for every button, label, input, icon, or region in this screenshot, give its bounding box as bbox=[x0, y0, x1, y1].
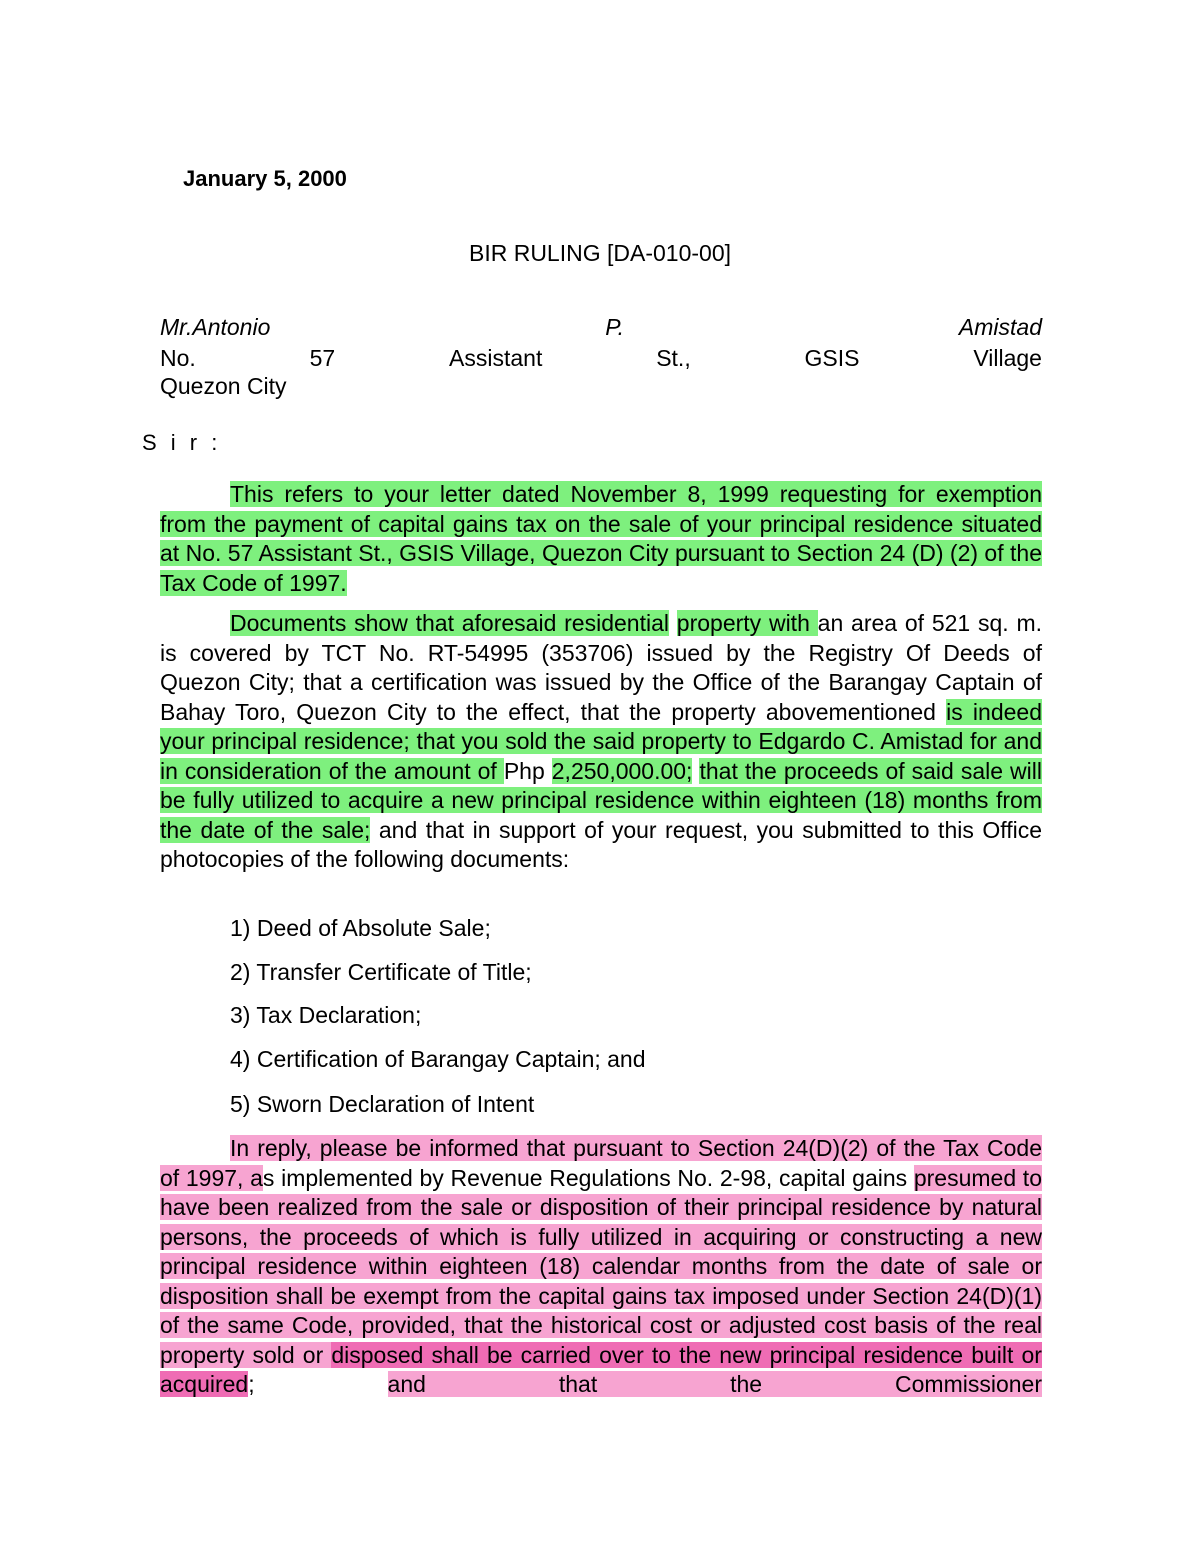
dark-pink-highlight: over to the new principal residence built or acquired bbox=[160, 1341, 1042, 1397]
green-highlight: This refers to your letter dated November 8, 1999 requesting for exemption from the payment of capital gains tax on the sale of your bbox=[160, 481, 1042, 537]
list-item: 5) Sworn Declaration of Intent bbox=[230, 1091, 535, 1117]
address-word: St., bbox=[656, 345, 691, 371]
pink-highlight: presumed to have been realized from the sale or disposition of their principal residence by natural persons, the proceeds of whi bbox=[160, 1164, 1042, 1250]
ruling-title: BIR RULING [DA-010-00] bbox=[468, 240, 732, 266]
paragraph-text: Php bbox=[503, 757, 552, 784]
pink-highlight: the historical cost or adjusted cost basis of the real property sold or bbox=[160, 1312, 1043, 1368]
address-word: 57 bbox=[309, 345, 336, 371]
green-highlight: Documents show that aforesaid residential bbox=[230, 610, 669, 636]
list-item: 2) Transfer Certificate of Title; bbox=[230, 959, 532, 985]
address-word: Village bbox=[973, 345, 1042, 371]
green-highlight: 2,250,000.00; bbox=[551, 757, 693, 784]
paragraph-text: ; bbox=[248, 1371, 388, 1397]
list-item: 1) Deed of Absolute Sale; bbox=[230, 915, 491, 941]
green-highlight: property with bbox=[676, 610, 818, 636]
address-word: GSIS bbox=[804, 345, 860, 371]
paragraph-text: and that in support of your request, you submitted to this Office photocopies of the following documents: bbox=[160, 816, 1042, 872]
pink-highlight: In reply, please be informed that pursuant to Section 24(D)(2) of the Tax Code of 1997, a bbox=[160, 1135, 1042, 1191]
paragraph-text: an area of 521 sq. m. is covered by TCT No. RT-54995 (353706) issued by the Registry Of Deeds of Quezon City; that a certification was issued by the Office of the Barangay Captain of Bahay Toro, Quezon City to the effect, that the property abovementioned bbox=[160, 610, 1043, 725]
salutation: S i r : bbox=[142, 430, 222, 455]
addressee-name-line bbox=[160, 314, 1042, 341]
paragraph-text bbox=[669, 610, 677, 636]
pink-highlight: and that the Commissioner bbox=[387, 1371, 1042, 1397]
pink-highlight: ch is fully utilized in acquiring or constructing a new principal residence within eighteen (18) calendar months from the date of sale or disposition shall be exempt from the capital gains tax imposed under Section 24(D)(1) of the same Code, provided, that bbox=[160, 1223, 1043, 1338]
address-word: Assistant bbox=[449, 345, 543, 371]
green-highlight: is indeed your principal residence; that you sold the said property to Edgardo C. Amistad for and in consideration of the amount of bbox=[160, 698, 1042, 784]
addressee-first-name: Mr.Antonio bbox=[160, 314, 271, 340]
letter-date: January 5, 2000 bbox=[183, 166, 347, 191]
addressee-city-line: Quezon City bbox=[160, 373, 287, 399]
address-word: No. bbox=[160, 345, 196, 371]
paragraph-documents bbox=[160, 609, 1042, 875]
paragraph-reply bbox=[160, 1134, 1042, 1400]
addressee-street-line bbox=[160, 345, 1042, 372]
list-item: 3) Tax Declaration; bbox=[230, 1002, 422, 1028]
paragraph-request bbox=[160, 480, 1042, 598]
green-highlight: that the proceeds of said sale will be fully utilized to acquire a new principal residence within eighteen (18) months from the date of the sale; bbox=[160, 757, 1042, 843]
paragraph-text: s implemented by Revenue Regulations No. 2-98, capital gains bbox=[262, 1164, 914, 1191]
dark-pink-highlight: disposed shall be carried bbox=[331, 1341, 591, 1368]
addressee-last-name: Amistad bbox=[958, 314, 1042, 340]
addressee-middle-initial: P. bbox=[605, 314, 625, 340]
green-highlight: principal residence situated at No. 57 Assistant St., GSIS Village, Quezon City pursuant to Section 24 (D) (2) of the Tax Code of 1997. bbox=[160, 510, 1043, 596]
list-item: 4) Certification of Barangay Captain; and bbox=[230, 1046, 646, 1072]
